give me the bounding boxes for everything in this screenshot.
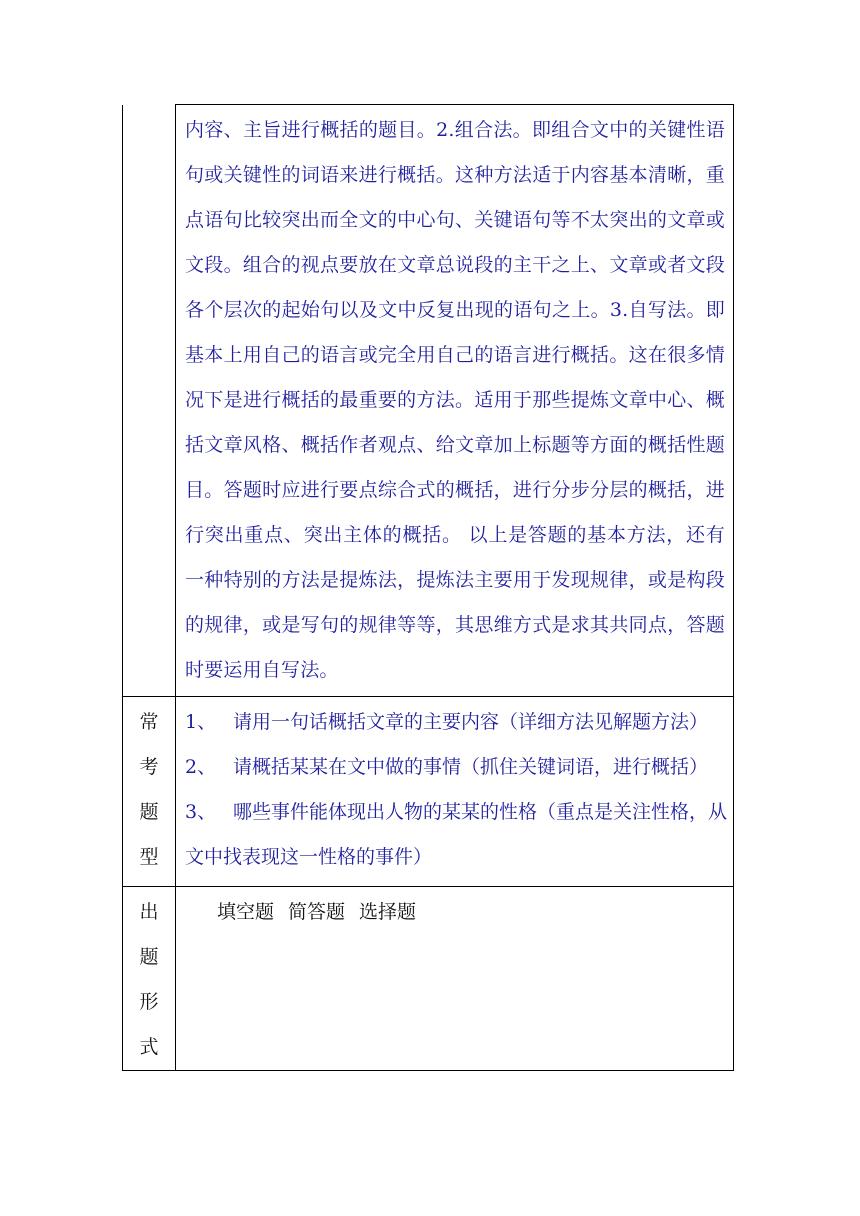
label-char: 题 [139,801,159,823]
label-char: 形 [139,991,159,1013]
list-item-number: 3、 [185,801,217,823]
label-char: 题 [139,946,159,968]
method-cell [176,105,734,697]
list-item-text: 哪些事件能体现出人物的某某的性格（重点是关注性格，从文中找表现这一性格的事件） [185,801,728,868]
list-item-number: 2、 [185,756,217,778]
question-forms-cell [176,887,734,1071]
list-item [185,790,727,880]
form-fill-blank: 填空题 [217,901,275,923]
method-paragraph: 内容、主旨进行概括的题目。2.组合法。即组合文中的关键性语句或关键性的词语来进行概括。这种方法适于内容基本清晰，重点语句比较突出而全文的中心句、关键语句等不太突出的文章或文段。组合的视点要放在文章总说段的主干之上、文章或者文段各个层次的起始句以及文中反复出现的语句之上。3.自写法。即基本上用自己的语言或完全用自己的语言进行概括。这在很多情况下是进行概括的最重要的方法。适用于那些提炼文章中心、概括文章风格、概括作者观点、给文章加上标题等方面的概括性题目。答题时应进行要点综合式的概括，进行分步分层的概括，进行突出重点、突出主体的概括。 以上是答题的基本方法，还有一种特别的方法是提炼法，提炼法主要用于发现规律，或是构段的规律，或是写句的规律等等，其思维方式是求其共同点，答题时要运用自写法。 [185,119,725,681]
list-item [185,745,727,790]
label-char: 考 [139,756,159,778]
table-row-question-forms [123,887,734,1071]
list-item [185,700,727,745]
row-label-question-forms [123,887,176,1071]
form-multiple-choice: 选择题 [359,901,417,923]
question-forms [176,887,733,1067]
label-char: 型 [139,846,159,868]
label-char: 式 [139,1036,159,1058]
row-label-empty [123,105,176,697]
list-item-number: 1、 [185,711,217,733]
question-type-list [176,697,733,886]
list-item-text: 请用一句话概括文章的主要内容（详细方法见解题方法） [233,711,709,733]
content-table [122,104,734,1071]
table-row-method-continued [123,105,734,697]
form-short-answer: 简答题 [288,901,346,923]
label-char: 出 [139,901,159,923]
list-item-text: 请概括某某在文中做的事情（抓住关键词语，进行概括） [233,756,709,778]
row-label-question-types [123,697,176,887]
question-types-cell [176,697,734,887]
table-row-question-types [123,697,734,887]
label-char: 常 [139,711,159,733]
